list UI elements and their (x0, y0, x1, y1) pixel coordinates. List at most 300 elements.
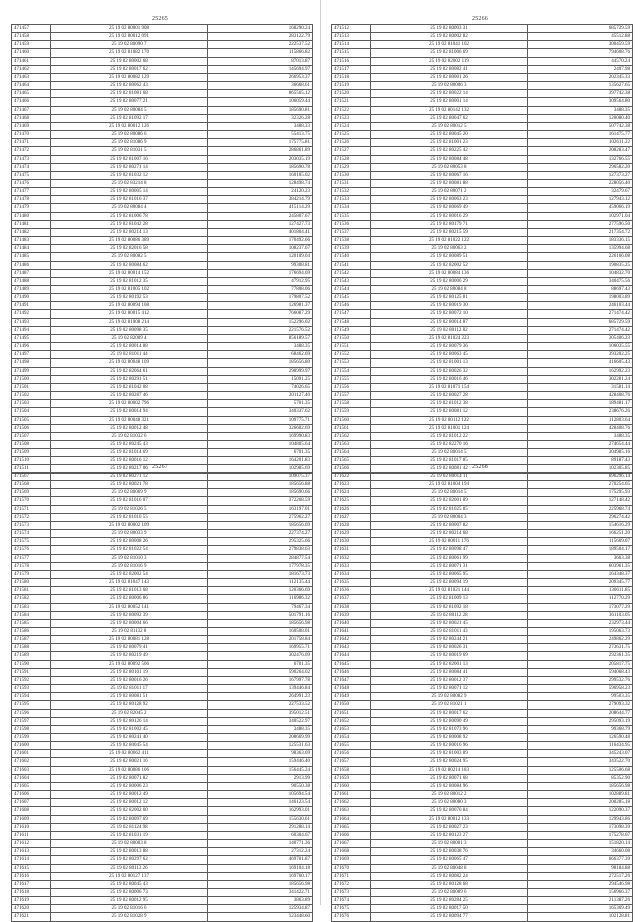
row-amount: 166251.20 (528, 530, 633, 538)
row-id: 471626 (332, 505, 371, 513)
table-row (332, 122, 633, 130)
table-row (12, 815, 313, 823)
row-id: 471558 (332, 400, 371, 408)
row-id: 471638 (332, 603, 371, 611)
table-row (332, 261, 633, 269)
table-row (12, 782, 313, 790)
row-amount: 127373.27 (528, 171, 633, 179)
row-amount: 87013.87 (208, 57, 313, 65)
table-row (332, 742, 633, 750)
row-amount: 401804.41 (208, 228, 313, 236)
row-id: 471516 (332, 57, 371, 65)
row-code: 25 19 02 80245 43 (51, 440, 208, 448)
row-id: 471643 (332, 644, 371, 652)
row-amount: 341422.71 (208, 888, 313, 896)
row-id: 471644 (332, 652, 371, 660)
row-code: 25 19 02 81013 68 (51, 587, 208, 595)
row-code: 25 19 02 80225 42 (371, 147, 528, 155)
row-id: 471598 (12, 725, 51, 733)
row-id: 471576 (12, 546, 51, 554)
row-id: 471586 (12, 627, 51, 635)
data-table (11, 472, 313, 922)
table-row (12, 228, 313, 236)
table-row (12, 717, 313, 725)
row-id: 471599 (12, 734, 51, 742)
table-row (332, 799, 633, 807)
row-id: 471656 (332, 750, 371, 758)
table-row (12, 554, 313, 562)
table-row (12, 676, 313, 684)
row-code: 25 19 02 80063 23 (371, 196, 528, 204)
row-amount: 340475.56 (528, 277, 633, 285)
row-amount: 340337.62 (208, 408, 313, 416)
row-amount: 164201.83 (208, 457, 313, 465)
row-amount: 129943.86 (528, 815, 633, 823)
row-id: 471543 (332, 277, 371, 285)
row-amount: 115866.82 (208, 49, 313, 57)
row-id: 471669 (332, 856, 371, 864)
row-id: 471671 (332, 872, 371, 880)
table-row (332, 807, 633, 815)
row-id: 471557 (332, 392, 371, 400)
table-row (12, 318, 313, 326)
table-row (332, 400, 633, 408)
row-code: 25 19 02 80016 96 (371, 742, 528, 750)
row-amount: 88697.43 (528, 286, 633, 294)
row-amount: 90550.38 (208, 782, 313, 790)
row-code: 25 19 02 81025 85 (371, 505, 528, 513)
row-amount: 102128.81 (528, 913, 633, 921)
row-id: 471549 (332, 326, 371, 334)
row-amount: 175775.81 (208, 139, 313, 147)
table-row (332, 538, 633, 546)
row-code: 25 19 02 82045 2 (51, 709, 208, 717)
data-table (331, 24, 633, 474)
table-row (332, 155, 633, 163)
row-id: 471657 (332, 758, 371, 766)
table-row (12, 449, 313, 457)
row-code: 25 19 02 80214 68 (371, 530, 528, 538)
row-id: 471646 (332, 668, 371, 676)
row-id: 471604 (12, 774, 51, 782)
row-id: 471667 (332, 840, 371, 848)
row-id: 471503 (12, 400, 51, 408)
table-row (332, 644, 633, 652)
row-amount: 275962.27 (208, 513, 313, 521)
table-row (12, 497, 313, 505)
row-code: 25 19 02 80069 49 (371, 204, 528, 212)
row-id: 471565 (332, 457, 371, 465)
table-row (332, 375, 633, 383)
table-row (12, 587, 313, 595)
row-amount: 102611.22 (528, 139, 633, 147)
table-row (12, 709, 313, 717)
row-amount: 226166.08 (528, 253, 633, 261)
row-amount: 190835.25 (528, 261, 633, 269)
row-id: 471536 (332, 220, 371, 228)
row-id: 471474 (12, 163, 51, 171)
row-code: 25 19 02 81031 5 (51, 147, 208, 155)
data-table (11, 24, 313, 474)
row-amount: 109075.37 (208, 473, 313, 481)
row-code: 25 19 02 83214 8 (51, 179, 208, 187)
table-row (332, 139, 633, 147)
row-code: 25 19 02 80061 99 (371, 554, 528, 562)
row-id: 471648 (332, 685, 371, 693)
row-amount: 209345.77 (528, 579, 633, 587)
table-row (12, 880, 313, 888)
row-amount: 501791.16 (208, 611, 313, 619)
table-row (332, 750, 633, 758)
row-id: 471672 (332, 880, 371, 888)
row-code: 25 19 02 81047 143 (51, 579, 208, 587)
row-id: 471595 (12, 701, 51, 709)
table-row (12, 392, 313, 400)
table-row (12, 489, 313, 497)
row-id: 471651 (332, 709, 371, 717)
row-amount: 185656.88 (208, 481, 313, 489)
row-code: 25 19 02 80015 412 (51, 310, 208, 318)
row-code: 25 19 02 80022 14 (371, 90, 528, 98)
row-code: 25 19 02 80112 122 (371, 416, 528, 424)
row-id: 471527 (332, 147, 371, 155)
row-code: 25 19 02 80045 43 (51, 880, 208, 888)
row-code: 25 19 02 80065 95 (371, 570, 528, 578)
row-amount: 416605.43 (528, 359, 633, 367)
row-code: 25 19 02 80084 136 (371, 269, 528, 277)
row-code: 25 19 02 81011 44 (51, 351, 208, 359)
table-row (332, 831, 633, 839)
row-code: 25 19 02 80090 49 (371, 717, 528, 725)
table-row (12, 163, 313, 171)
row-id: 471581 (12, 587, 51, 595)
row-id: 471540 (332, 253, 371, 261)
row-amount: 161475.77 (528, 131, 633, 139)
table-row (332, 196, 633, 204)
row-code: 25 19 02 80012 95 (51, 897, 208, 905)
row-code: 25 19 02 80016 29 (371, 212, 528, 220)
row-amount: 3663.38 (528, 554, 633, 562)
row-id: 471570 (12, 497, 51, 505)
row-code: 25 19 02 80069 9 (51, 489, 208, 497)
table-row (12, 774, 313, 782)
table-row (332, 343, 633, 351)
row-code: 25 19 02 80291 51 (51, 375, 208, 383)
row-code: 25 19 02 80086 106 (51, 766, 208, 774)
row-id: 471554 (332, 367, 371, 375)
table-row (332, 913, 633, 921)
row-code: 25 19 02 80089 51 (371, 253, 528, 261)
row-amount: 246103.44 (528, 302, 633, 310)
row-id: 471591 (12, 668, 51, 676)
table-row (12, 742, 313, 750)
row-id: 471464 (12, 82, 51, 90)
row-code: 25 19 02 80244 21 (371, 636, 528, 644)
row-id: 471627 (332, 513, 371, 521)
table-row (12, 831, 313, 839)
row-code: 25 19 02 80033 9 (51, 530, 208, 538)
row-id: 471640 (332, 619, 371, 627)
table-row (332, 905, 633, 913)
row-amount: 27312.24 (208, 848, 313, 856)
row-id: 471529 (332, 163, 371, 171)
table-row (12, 114, 313, 122)
table-row (12, 188, 313, 196)
row-id: 471500 (12, 375, 51, 383)
row-id: 471619 (12, 897, 51, 905)
row-id: 471552 (332, 351, 371, 359)
row-code: 25 19 02 80017 62 (371, 709, 528, 717)
table-row (12, 432, 313, 440)
row-id: 471603 (12, 766, 51, 774)
table-row (12, 766, 313, 774)
row-amount: 459066.19 (528, 204, 633, 212)
page-25265 (11, 14, 309, 474)
row-id: 471573 (12, 521, 51, 529)
table-row (12, 791, 313, 799)
row-code: 25 19 02 80016 46 (371, 375, 528, 383)
table-row (332, 554, 633, 562)
row-code: 25 19 02 80019 69 (371, 652, 528, 660)
row-code: 25 19 02 80092 39 (51, 611, 208, 619)
table-row (12, 530, 313, 538)
row-amount: 304985.16 (528, 449, 633, 457)
row-amount: 469701.87 (208, 856, 313, 864)
row-amount: 169760.17 (208, 872, 313, 880)
row-id: 471542 (332, 269, 371, 277)
table-row (332, 277, 633, 285)
row-code: 25 19 02 80072 10 (371, 310, 528, 318)
row-id: 471547 (332, 310, 371, 318)
row-amount: 203035.19 (208, 155, 313, 163)
row-amount: 102305.85 (528, 465, 633, 473)
row-code: 25 19 02 80113 26 (51, 864, 208, 872)
row-amount: 112803.64 (528, 416, 633, 424)
row-code: 25 19 02 80241 40 (51, 734, 208, 742)
row-code: 25 19 02 81132 8 (51, 627, 208, 635)
table-row (12, 913, 313, 921)
row-id: 471587 (12, 636, 51, 644)
table-row (332, 815, 633, 823)
row-code: 25 19 02 81016 6 (51, 905, 208, 913)
row-amount: 428408.76 (528, 424, 633, 432)
table-row (12, 204, 313, 212)
row-id: 471497 (12, 351, 51, 359)
table-row (332, 163, 633, 171)
row-code: 25 19 02 80128 92 (51, 701, 208, 709)
row-amount: 208669.99 (208, 734, 313, 742)
row-id: 471512 (332, 25, 371, 33)
row-code: 25 19 02 81086 9 (51, 139, 208, 147)
row-amount: 169990.83 (208, 432, 313, 440)
table-row (12, 473, 313, 481)
row-amount: 294546.98 (528, 880, 633, 888)
row-amount: 77808.06 (208, 286, 313, 294)
row-id: 471553 (332, 359, 371, 367)
row-id: 471523 (332, 114, 371, 122)
row-amount: 162993.01 (208, 807, 313, 815)
row-code: 25 19 02 82016 58 (51, 245, 208, 253)
table-row (332, 90, 633, 98)
row-amount: 122090.37 (528, 807, 633, 815)
row-id: 471535 (332, 212, 371, 220)
row-id: 471490 (12, 294, 51, 302)
row-id: 471479 (12, 204, 51, 212)
row-code: 25 19 02 80026 32 (371, 367, 528, 375)
row-code: 25 19 02 81016 07 (51, 497, 208, 505)
row-amount: 185690.66 (208, 489, 313, 497)
row-id: 471615 (12, 864, 51, 872)
row-code: 25 19 02 80019 30 (371, 302, 528, 310)
row-id: 471584 (12, 611, 51, 619)
row-code: 25 19 02 80142 132 (371, 106, 528, 114)
row-code: 25 19 02 80082 129 (51, 73, 208, 81)
table-row (12, 416, 313, 424)
row-id: 471458 (12, 33, 51, 41)
table-row (12, 668, 313, 676)
row-code: 25 19 02 80063 2 (371, 245, 528, 253)
row-id: 471675 (332, 905, 371, 913)
row-code: 25 19 02 80004 3 (371, 513, 528, 521)
row-id: 471494 (12, 326, 51, 334)
row-code: 25 19 02 80008 92 (371, 734, 528, 742)
row-id: 471630 (332, 538, 371, 546)
table-row (332, 449, 633, 457)
row-amount: 794608.76 (528, 49, 633, 57)
row-code: 25 19 02 80084 4 (51, 204, 208, 212)
table-row (332, 49, 633, 57)
row-code: 25 19 02 81026 5 (51, 505, 208, 513)
row-amount: 272517.26 (528, 872, 633, 880)
table-row (12, 562, 313, 570)
row-amount: 221576.52 (208, 326, 313, 334)
row-amount: 296274.42 (528, 513, 633, 521)
row-code: 25 19 02 80071 82 (51, 774, 208, 782)
row-amount: 135994.68 (528, 245, 633, 253)
row-code: 25 19 02 81008 214 (51, 318, 208, 326)
row-amount: 222537.52 (208, 41, 313, 49)
table-row (12, 131, 313, 139)
row-code: 25 19 02 80081 12 (371, 408, 528, 416)
table-row (12, 269, 313, 277)
row-code: 25 19 02 81010 3 (51, 554, 208, 562)
table-row (332, 481, 633, 489)
row-code: 25 19 02 81011 17 (51, 685, 208, 693)
row-amount: 507742.38 (528, 122, 633, 130)
table-row (12, 106, 313, 114)
row-id: 471563 (332, 440, 371, 448)
table-row (332, 856, 633, 864)
row-amount: 99503.35 (528, 693, 633, 701)
table-row (332, 408, 633, 416)
row-id: 471566 (332, 465, 371, 473)
row-amount: 384214.79 (208, 196, 313, 204)
row-code: 25 19 02 81005 102 (51, 286, 208, 294)
table-row (12, 294, 313, 302)
row-code: 25 19 02 80021 16 (51, 758, 208, 766)
row-amount: 160508.01 (208, 627, 313, 635)
row-amount: 208644.77 (528, 709, 633, 717)
row-id: 471541 (332, 261, 371, 269)
row-amount: 140771.36 (208, 840, 313, 848)
row-amount: 179807.52 (208, 294, 313, 302)
table-row (332, 636, 633, 644)
row-amount: 295093.19 (528, 717, 633, 725)
row-amount: 185656.80 (208, 359, 313, 367)
table-row (12, 807, 313, 815)
row-id: 471623 (332, 481, 371, 489)
row-id: 471632 (332, 554, 371, 562)
row-amount: 393202.25 (528, 351, 633, 359)
row-amount: 277596.50 (528, 220, 633, 228)
row-amount: 189481.17 (528, 400, 633, 408)
row-id: 471476 (12, 179, 51, 187)
row-amount: 185656.98 (208, 880, 313, 888)
row-code: 25 19 02 80004 66 (51, 619, 208, 627)
row-amount: 2407.98 (528, 65, 633, 73)
row-id: 471522 (332, 106, 371, 114)
row-amount: 397742.38 (528, 90, 633, 98)
row-id: 471477 (12, 188, 51, 196)
data-table (331, 472, 633, 922)
row-amount: 145694.97 (208, 65, 313, 73)
table-row (332, 489, 633, 497)
row-amount: 55413.75 (208, 131, 313, 139)
row-amount: 249862.29 (528, 636, 633, 644)
row-amount: 102971.04 (528, 212, 633, 220)
row-id: 471498 (12, 359, 51, 367)
row-amount: 109775.71 (208, 416, 313, 424)
table-row (12, 685, 313, 693)
row-id: 471469 (12, 122, 51, 130)
row-code: 25 19 02 80002 68 (51, 57, 208, 65)
row-id: 471631 (332, 546, 371, 554)
row-code: 25 19 02 80003 8 (51, 840, 208, 848)
table-row (12, 603, 313, 611)
row-id: 471664 (332, 815, 371, 823)
row-code: 25 19 02 80045 20 (371, 131, 528, 139)
row-amount: 151820.14 (528, 840, 633, 848)
row-id: 471519 (332, 82, 371, 90)
table-row (332, 676, 633, 684)
row-id: 471634 (332, 570, 371, 578)
row-code: 25 19 02 80012 126 (51, 122, 208, 130)
row-id: 471590 (12, 660, 51, 668)
row-amount: 594068.43 (528, 668, 633, 676)
table-row (332, 619, 633, 627)
row-amount: 3488.35 (208, 725, 313, 733)
row-id: 471564 (332, 449, 371, 457)
row-amount: 211387.26 (528, 897, 633, 905)
row-amount: 120109.04 (208, 253, 313, 261)
row-amount: 102985.69 (208, 465, 313, 473)
row-id: 471461 (12, 57, 51, 65)
row-id: 471505 (12, 416, 51, 424)
row-amount: 125934.87 (208, 905, 313, 913)
row-amount: 300459.59 (528, 41, 633, 49)
row-amount: 302281.24 (528, 375, 633, 383)
table-row (332, 562, 633, 570)
row-id: 471582 (12, 595, 51, 603)
row-amount: 152296.02 (208, 318, 313, 326)
table-row (332, 766, 633, 774)
table-row (332, 530, 633, 538)
table-row (332, 603, 633, 611)
row-amount: 200285.18 (528, 799, 633, 807)
row-id: 471624 (332, 489, 371, 497)
row-id: 471559 (332, 408, 371, 416)
row-code: 25 19 02 80094 19 (371, 579, 528, 587)
